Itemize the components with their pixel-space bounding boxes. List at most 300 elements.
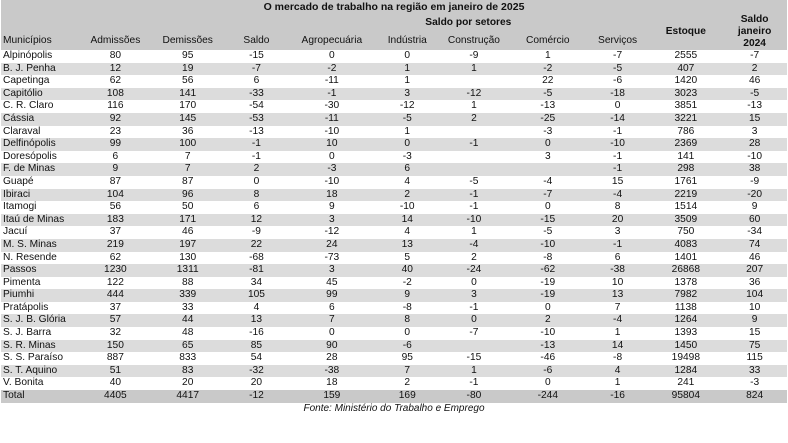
- cell-saldo: -68: [226, 252, 288, 265]
- cell-demissoes: 88: [150, 277, 226, 290]
- cell-estoque: 2369: [649, 138, 722, 151]
- cell-admissoes: 80: [81, 50, 150, 63]
- cell-agropecuaria: -1: [287, 88, 376, 101]
- cell-municipio: S. S. Paraíso: [1, 352, 81, 365]
- cell-municipio: N. Resende: [1, 252, 81, 265]
- cell-municipio: M. S. Minas: [1, 239, 81, 252]
- cell-construcao: -12: [438, 88, 510, 101]
- table-row: [1, 277, 787, 290]
- cell-admissoes: 87: [81, 176, 150, 189]
- cell-saldo-janeiro-2024: 9: [722, 201, 787, 214]
- cell-construcao: -10: [438, 214, 510, 227]
- cell-estoque: 1284: [649, 365, 722, 378]
- cell-comercio: -25: [510, 113, 586, 126]
- cell-comercio: -13: [510, 340, 586, 353]
- cell-construcao: -1: [438, 138, 510, 151]
- cell-comercio: -7: [510, 189, 586, 202]
- cell-saldo-janeiro-2024: -10: [722, 151, 787, 164]
- cell-estoque: 1514: [649, 201, 722, 214]
- cell-admissoes: 150: [81, 340, 150, 353]
- cell-servicos: -4: [586, 314, 650, 327]
- cell-agropecuaria: -38: [287, 365, 376, 378]
- cell-saldo-janeiro-2024: 36: [722, 277, 787, 290]
- table-row: [1, 88, 787, 101]
- cell-servicos: 3: [586, 226, 650, 239]
- cell-comercio: -13: [510, 100, 586, 113]
- cell-comercio: 1: [510, 50, 586, 63]
- cell-comercio: -19: [510, 277, 586, 290]
- cell-agropecuaria: 24: [287, 239, 376, 252]
- cell-industria: 0: [376, 138, 438, 151]
- cell-municipio: Cássia: [1, 113, 81, 126]
- header-estoque: Estoque: [649, 14, 722, 50]
- cell-servicos: -5: [586, 63, 650, 76]
- cell-saldo: 0: [226, 176, 288, 189]
- cell-saldo-janeiro-2024: 38: [722, 163, 787, 176]
- cell-comercio: 0: [510, 302, 586, 315]
- cell-saldo: -1: [226, 151, 288, 164]
- table-row: [1, 63, 787, 76]
- cell-agropecuaria: 0: [287, 327, 376, 340]
- cell-construcao: -15: [438, 352, 510, 365]
- cell-saldo-janeiro-2024: 207: [722, 264, 787, 277]
- cell-municipio: S. T. Aquino: [1, 365, 81, 378]
- table-row: [1, 239, 787, 252]
- cell-agropecuaria: -3: [287, 163, 376, 176]
- cell-municipio: Piumhi: [1, 289, 81, 302]
- cell-construcao: -24: [438, 264, 510, 277]
- cell-industria: 14: [376, 214, 438, 227]
- cell-saldo: 34: [226, 277, 288, 290]
- cell-agropecuaria: -10: [287, 176, 376, 189]
- cell-saldo: -1: [226, 138, 288, 151]
- cell-industria: 8: [376, 314, 438, 327]
- table-row: [1, 100, 787, 113]
- cell-admissoes: 444: [81, 289, 150, 302]
- cell-estoque: 1264: [649, 314, 722, 327]
- cell-comercio: -46: [510, 352, 586, 365]
- cell-admissoes: 108: [81, 88, 150, 101]
- cell-municipio: Alpinópolis: [1, 50, 81, 63]
- cell-agropecuaria: 6: [287, 302, 376, 315]
- cell-saldo: -32: [226, 365, 288, 378]
- cell-estoque: 1761: [649, 176, 722, 189]
- cell-estoque: 3023: [649, 88, 722, 101]
- cell-saldo-janeiro-2024: -9: [722, 176, 787, 189]
- cell-saldo-janeiro-2024: 60: [722, 214, 787, 227]
- table-row: [1, 302, 787, 315]
- cell-saldo-janeiro-2024: 10: [722, 302, 787, 315]
- cell-comercio: 2: [510, 314, 586, 327]
- cell-industria: 3: [376, 88, 438, 101]
- cell-agropecuaria: 18: [287, 189, 376, 202]
- total-admissoes: 4405: [81, 390, 150, 403]
- cell-construcao: [438, 163, 510, 176]
- cell-servicos: 7: [586, 302, 650, 315]
- cell-admissoes: 6: [81, 151, 150, 164]
- table-row: [1, 176, 787, 189]
- cell-saldo: -15: [226, 50, 288, 63]
- cell-admissoes: 62: [81, 252, 150, 265]
- cell-demissoes: 100: [150, 138, 226, 151]
- table-row: [1, 50, 787, 63]
- cell-construcao: 1: [438, 365, 510, 378]
- cell-comercio: -5: [510, 226, 586, 239]
- cell-municipio: Itamogi: [1, 201, 81, 214]
- cell-industria: -12: [376, 100, 438, 113]
- cell-construcao: [438, 151, 510, 164]
- cell-servicos: -38: [586, 264, 650, 277]
- cell-demissoes: 36: [150, 126, 226, 139]
- cell-municipio: Claraval: [1, 126, 81, 139]
- cell-saldo-janeiro-2024: -7: [722, 50, 787, 63]
- header-saldo-por-setores: Saldo por setores: [287, 14, 649, 32]
- cell-comercio: 0: [510, 377, 586, 390]
- table-row: [1, 377, 787, 390]
- column-header-saldo: Saldo: [226, 32, 288, 50]
- cell-servicos: 8: [586, 201, 650, 214]
- cell-construcao: 3: [438, 289, 510, 302]
- column-header-construcao: Construção: [438, 32, 510, 50]
- cell-admissoes: 887: [81, 352, 150, 365]
- cell-comercio: -2: [510, 63, 586, 76]
- cell-construcao: -9: [438, 50, 510, 63]
- cell-agropecuaria: -11: [287, 75, 376, 88]
- cell-servicos: 14: [586, 340, 650, 353]
- header-row-group: [1, 14, 787, 32]
- cell-comercio: -8: [510, 252, 586, 265]
- cell-municipio: S. J. Barra: [1, 327, 81, 340]
- cell-saldo: 13: [226, 314, 288, 327]
- table-row: [1, 252, 787, 265]
- cell-comercio: -6: [510, 365, 586, 378]
- cell-demissoes: 48: [150, 327, 226, 340]
- cell-demissoes: 170: [150, 100, 226, 113]
- column-header-demissoes: Demissões: [150, 32, 226, 50]
- cell-industria: 1: [376, 63, 438, 76]
- cell-estoque: 3221: [649, 113, 722, 126]
- cell-demissoes: 46: [150, 226, 226, 239]
- cell-estoque: 3851: [649, 100, 722, 113]
- cell-servicos: -1: [586, 126, 650, 139]
- cell-servicos: -6: [586, 75, 650, 88]
- cell-municipio: S. R. Minas: [1, 340, 81, 353]
- cell-admissoes: 40: [81, 377, 150, 390]
- cell-construcao: -1: [438, 201, 510, 214]
- cell-servicos: -10: [586, 138, 650, 151]
- cell-demissoes: 197: [150, 239, 226, 252]
- cell-construcao: 2: [438, 252, 510, 265]
- cell-saldo-janeiro-2024: 9: [722, 314, 787, 327]
- cell-admissoes: 37: [81, 302, 150, 315]
- column-header-industria: Indústria: [376, 32, 438, 50]
- cell-saldo: 85: [226, 340, 288, 353]
- cell-industria: 4: [376, 176, 438, 189]
- cell-saldo: -33: [226, 88, 288, 101]
- cell-construcao: 0: [438, 314, 510, 327]
- cell-construcao: -1: [438, 189, 510, 202]
- cell-municipio: Ibiraci: [1, 189, 81, 202]
- cell-estoque: 2219: [649, 189, 722, 202]
- cell-estoque: 3509: [649, 214, 722, 227]
- cell-municipio: Capetinga: [1, 75, 81, 88]
- cell-industria: -6: [376, 340, 438, 353]
- cell-servicos: 1: [586, 327, 650, 340]
- cell-servicos: 13: [586, 289, 650, 302]
- total-row: [1, 390, 787, 403]
- cell-agropecuaria: 3: [287, 214, 376, 227]
- table-row: [1, 201, 787, 214]
- table-row: [1, 314, 787, 327]
- cell-servicos: 1: [586, 377, 650, 390]
- cell-comercio: -5: [510, 88, 586, 101]
- total-municipio: Total: [1, 390, 81, 403]
- cell-construcao: 0: [438, 277, 510, 290]
- cell-municipio: Pratápolis: [1, 302, 81, 315]
- cell-agropecuaria: 3: [287, 264, 376, 277]
- total-saldo-janeiro-2024: 824: [722, 390, 787, 403]
- cell-industria: 7: [376, 365, 438, 378]
- table-row: [1, 113, 787, 126]
- cell-municipio: Guapé: [1, 176, 81, 189]
- cell-saldo: 54: [226, 352, 288, 365]
- cell-municipio: C. R. Claro: [1, 100, 81, 113]
- cell-municipio: Itaú de Minas: [1, 214, 81, 227]
- cell-comercio: -10: [510, 327, 586, 340]
- table-row: [1, 264, 787, 277]
- cell-demissoes: 7: [150, 163, 226, 176]
- cell-demissoes: 20: [150, 377, 226, 390]
- cell-demissoes: 19: [150, 63, 226, 76]
- cell-saldo-janeiro-2024: 33: [722, 365, 787, 378]
- cell-saldo-janeiro-2024: 15: [722, 327, 787, 340]
- cell-saldo-janeiro-2024: -20: [722, 189, 787, 202]
- total-agropecuaria: 159: [287, 390, 376, 403]
- cell-servicos: -14: [586, 113, 650, 126]
- cell-servicos: 0: [586, 100, 650, 113]
- cell-agropecuaria: 7: [287, 314, 376, 327]
- cell-saldo-janeiro-2024: -3: [722, 377, 787, 390]
- labor-market-table-container: [1, 0, 787, 415]
- cell-servicos: -8: [586, 352, 650, 365]
- cell-saldo-janeiro-2024: -13: [722, 100, 787, 113]
- cell-saldo-janeiro-2024: -5: [722, 88, 787, 101]
- cell-construcao: -1: [438, 377, 510, 390]
- table-row: [1, 163, 787, 176]
- cell-estoque: 4083: [649, 239, 722, 252]
- cell-estoque: 241: [649, 377, 722, 390]
- cell-comercio: -4: [510, 176, 586, 189]
- column-header-municipios: Municípios: [1, 32, 81, 50]
- cell-industria: -2: [376, 277, 438, 290]
- cell-demissoes: 141: [150, 88, 226, 101]
- table-row: [1, 75, 787, 88]
- cell-saldo: 6: [226, 201, 288, 214]
- cell-construcao: [438, 340, 510, 353]
- cell-estoque: 19498: [649, 352, 722, 365]
- cell-servicos: 4: [586, 365, 650, 378]
- cell-agropecuaria: 9: [287, 201, 376, 214]
- cell-construcao: -4: [438, 239, 510, 252]
- cell-estoque: 1450: [649, 340, 722, 353]
- cell-industria: 1: [376, 126, 438, 139]
- cell-demissoes: 65: [150, 340, 226, 353]
- cell-estoque: 298: [649, 163, 722, 176]
- cell-servicos: 20: [586, 214, 650, 227]
- table-row: [1, 126, 787, 139]
- cell-comercio: -19: [510, 289, 586, 302]
- cell-demissoes: 56: [150, 75, 226, 88]
- table-row: [1, 138, 787, 151]
- cell-admissoes: 9: [81, 163, 150, 176]
- cell-construcao: [438, 75, 510, 88]
- cell-servicos: 6: [586, 252, 650, 265]
- cell-municipio: Capitólio: [1, 88, 81, 101]
- cell-saldo-janeiro-2024: 28: [722, 138, 787, 151]
- cell-admissoes: 32: [81, 327, 150, 340]
- cell-servicos: -7: [586, 50, 650, 63]
- column-header-admissoes: Admissões: [81, 32, 150, 50]
- cell-agropecuaria: -73: [287, 252, 376, 265]
- cell-estoque: 1138: [649, 302, 722, 315]
- cell-saldo-janeiro-2024: 115: [722, 352, 787, 365]
- cell-demissoes: 339: [150, 289, 226, 302]
- cell-comercio: -3: [510, 126, 586, 139]
- table-row: [1, 352, 787, 365]
- cell-comercio: 22: [510, 75, 586, 88]
- total-industria: 169: [376, 390, 438, 403]
- total-servicos: -16: [586, 390, 650, 403]
- cell-construcao: 1: [438, 226, 510, 239]
- cell-demissoes: 145: [150, 113, 226, 126]
- cell-saldo-janeiro-2024: -34: [722, 226, 787, 239]
- cell-industria: 2: [376, 189, 438, 202]
- cell-agropecuaria: -10: [287, 126, 376, 139]
- cell-estoque: 1378: [649, 277, 722, 290]
- cell-saldo: 105: [226, 289, 288, 302]
- table-row: [1, 289, 787, 302]
- total-saldo: -12: [226, 390, 288, 403]
- cell-estoque: 26868: [649, 264, 722, 277]
- cell-construcao: 2: [438, 113, 510, 126]
- cell-comercio: 3: [510, 151, 586, 164]
- cell-demissoes: 95: [150, 50, 226, 63]
- cell-servicos: -1: [586, 239, 650, 252]
- cell-saldo-janeiro-2024: 2: [722, 63, 787, 76]
- cell-estoque: 2555: [649, 50, 722, 63]
- cell-municipio: Jacuí: [1, 226, 81, 239]
- cell-admissoes: 104: [81, 189, 150, 202]
- cell-saldo: -54: [226, 100, 288, 113]
- cell-admissoes: 62: [81, 75, 150, 88]
- cell-saldo-janeiro-2024: 3: [722, 126, 787, 139]
- cell-estoque: 7982: [649, 289, 722, 302]
- cell-agropecuaria: 99: [287, 289, 376, 302]
- cell-admissoes: 57: [81, 314, 150, 327]
- cell-demissoes: 130: [150, 252, 226, 265]
- cell-industria: 1: [376, 75, 438, 88]
- cell-demissoes: 50: [150, 201, 226, 214]
- cell-saldo: -13: [226, 126, 288, 139]
- cell-saldo: 2: [226, 163, 288, 176]
- cell-servicos: 15: [586, 176, 650, 189]
- cell-comercio: -15: [510, 214, 586, 227]
- cell-saldo: 4: [226, 302, 288, 315]
- cell-municipio: F. de Minas: [1, 163, 81, 176]
- source-note: Fonte: Ministério do Trabalho e Emprego: [303, 402, 485, 414]
- cell-industria: -8: [376, 302, 438, 315]
- cell-saldo-janeiro-2024: 104: [722, 289, 787, 302]
- cell-admissoes: 219: [81, 239, 150, 252]
- cell-demissoes: 33: [150, 302, 226, 315]
- cell-admissoes: 122: [81, 277, 150, 290]
- cell-municipio: Pimenta: [1, 277, 81, 290]
- cell-agropecuaria: 10: [287, 138, 376, 151]
- total-estoque: 95804: [649, 390, 722, 403]
- cell-demissoes: 171: [150, 214, 226, 227]
- total-comercio: -244: [510, 390, 586, 403]
- cell-saldo: -16: [226, 327, 288, 340]
- cell-demissoes: 7: [150, 151, 226, 164]
- cell-industria: 6: [376, 163, 438, 176]
- cell-municipio: Doresópolis: [1, 151, 81, 164]
- cell-demissoes: 833: [150, 352, 226, 365]
- cell-estoque: 786: [649, 126, 722, 139]
- table-row: [1, 327, 787, 340]
- cell-comercio: 0: [510, 138, 586, 151]
- cell-estoque: 407: [649, 63, 722, 76]
- cell-comercio: [510, 163, 586, 176]
- cell-admissoes: 23: [81, 126, 150, 139]
- cell-agropecuaria: -2: [287, 63, 376, 76]
- cell-admissoes: 12: [81, 63, 150, 76]
- table-row: [1, 151, 787, 164]
- cell-municipio: Delfinópolis: [1, 138, 81, 151]
- cell-demissoes: 87: [150, 176, 226, 189]
- cell-saldo: 6: [226, 75, 288, 88]
- cell-saldo: -9: [226, 226, 288, 239]
- cell-construcao: -5: [438, 176, 510, 189]
- cell-saldo: -7: [226, 63, 288, 76]
- cell-saldo-janeiro-2024: 75: [722, 340, 787, 353]
- cell-servicos: -1: [586, 151, 650, 164]
- cell-construcao: [438, 126, 510, 139]
- cell-construcao: 1: [438, 63, 510, 76]
- cell-saldo: 20: [226, 377, 288, 390]
- cell-estoque: 750: [649, 226, 722, 239]
- cell-agropecuaria: 45: [287, 277, 376, 290]
- column-header-comercio: Comércio: [510, 32, 586, 50]
- cell-estoque: 1401: [649, 252, 722, 265]
- cell-industria: -3: [376, 151, 438, 164]
- labor-market-table: [1, 14, 787, 403]
- cell-estoque: 141: [649, 151, 722, 164]
- cell-servicos: -4: [586, 189, 650, 202]
- cell-agropecuaria: 18: [287, 377, 376, 390]
- cell-admissoes: 1230: [81, 264, 150, 277]
- cell-admissoes: 51: [81, 365, 150, 378]
- cell-construcao: -1: [438, 302, 510, 315]
- cell-saldo-janeiro-2024: 46: [722, 75, 787, 88]
- cell-saldo: -81: [226, 264, 288, 277]
- table-row: [1, 340, 787, 353]
- cell-saldo-janeiro-2024: 46: [722, 252, 787, 265]
- cell-municipio: B. J. Penha: [1, 63, 81, 76]
- cell-agropecuaria: -11: [287, 113, 376, 126]
- column-header-servicos: Serviços: [586, 32, 650, 50]
- cell-saldo: 22: [226, 239, 288, 252]
- cell-municipio: V. Bonita: [1, 377, 81, 390]
